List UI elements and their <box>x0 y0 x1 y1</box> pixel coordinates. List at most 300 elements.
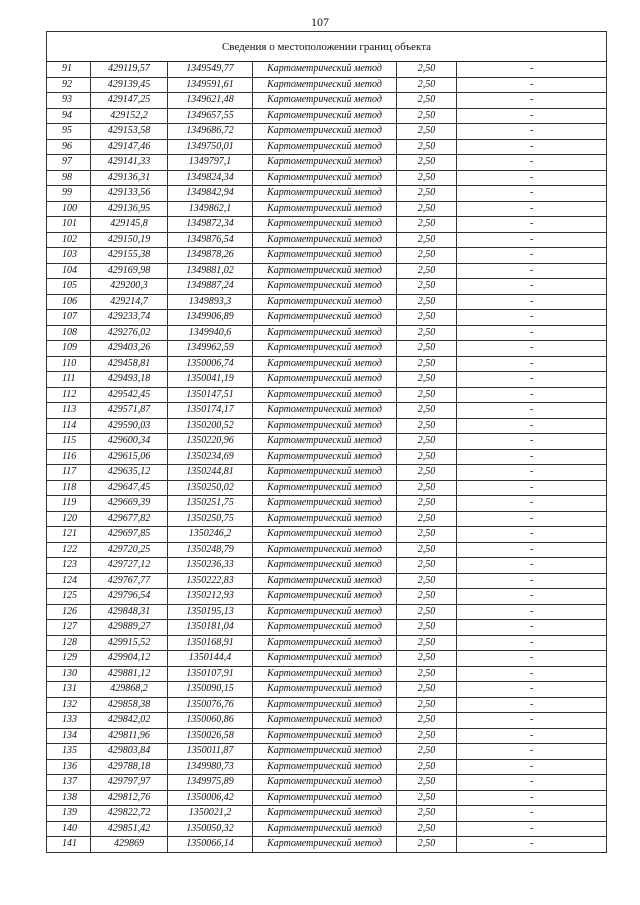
y-coordinate-cell: 1349893,3 <box>168 294 253 310</box>
x-coordinate-cell: 429150,19 <box>91 232 168 248</box>
point-number-cell: 98 <box>47 170 91 186</box>
point-number-cell: 107 <box>47 310 91 326</box>
table-body <box>47 62 607 853</box>
point-number-cell: 141 <box>47 837 91 853</box>
point-number-cell: 137 <box>47 775 91 791</box>
y-coordinate-cell: 1350244,81 <box>168 465 253 481</box>
method-cell: Картометрический метод <box>253 294 397 310</box>
point-number-cell: 113 <box>47 403 91 419</box>
method-cell: Картометрический метод <box>253 573 397 589</box>
description-cell: - <box>457 620 607 636</box>
accuracy-cell: 2,50 <box>397 573 457 589</box>
x-coordinate-cell: 429571,87 <box>91 403 168 419</box>
y-coordinate-cell: 1350026,58 <box>168 728 253 744</box>
x-coordinate-cell: 429767,77 <box>91 573 168 589</box>
table-row <box>47 201 607 217</box>
y-coordinate-cell: 1350107,91 <box>168 666 253 682</box>
table-row <box>47 248 607 264</box>
x-coordinate-cell: 429276,02 <box>91 325 168 341</box>
point-number-cell: 121 <box>47 527 91 543</box>
x-coordinate-cell: 429141,33 <box>91 155 168 171</box>
y-coordinate-cell: 1349980,73 <box>168 759 253 775</box>
accuracy-cell: 2,50 <box>397 294 457 310</box>
point-number-cell: 129 <box>47 651 91 667</box>
x-coordinate-cell: 429493,18 <box>91 372 168 388</box>
accuracy-cell: 2,50 <box>397 341 457 357</box>
x-coordinate-cell: 429889,27 <box>91 620 168 636</box>
accuracy-cell: 2,50 <box>397 790 457 806</box>
description-cell: - <box>457 77 607 93</box>
method-cell: Картометрический метод <box>253 821 397 837</box>
description-cell: - <box>457 790 607 806</box>
description-cell: - <box>457 279 607 295</box>
method-cell: Картометрический метод <box>253 480 397 496</box>
point-number-cell: 114 <box>47 418 91 434</box>
point-number-cell: 99 <box>47 186 91 202</box>
table-row <box>47 775 607 791</box>
table-row <box>47 232 607 248</box>
table-row <box>47 573 607 589</box>
x-coordinate-cell: 429904,12 <box>91 651 168 667</box>
x-coordinate-cell: 429458,81 <box>91 356 168 372</box>
accuracy-cell: 2,50 <box>397 759 457 775</box>
point-number-cell: 96 <box>47 139 91 155</box>
x-coordinate-cell: 429147,46 <box>91 139 168 155</box>
table-row <box>47 62 607 78</box>
y-coordinate-cell: 1350251,75 <box>168 496 253 512</box>
description-cell: - <box>457 666 607 682</box>
description-cell: - <box>457 93 607 109</box>
table-row <box>47 356 607 372</box>
accuracy-cell: 2,50 <box>397 511 457 527</box>
table-row <box>47 170 607 186</box>
table-row <box>47 759 607 775</box>
table-row <box>47 418 607 434</box>
x-coordinate-cell: 429697,85 <box>91 527 168 543</box>
y-coordinate-cell: 1350090,15 <box>168 682 253 698</box>
x-coordinate-cell: 429635,12 <box>91 465 168 481</box>
point-number-cell: 109 <box>47 341 91 357</box>
description-cell: - <box>457 697 607 713</box>
method-cell: Картометрический метод <box>253 511 397 527</box>
point-number-cell: 122 <box>47 542 91 558</box>
x-coordinate-cell: 429600,34 <box>91 434 168 450</box>
table-row <box>47 139 607 155</box>
table-row <box>47 279 607 295</box>
x-coordinate-cell: 429822,72 <box>91 806 168 822</box>
point-number-cell: 102 <box>47 232 91 248</box>
point-number-cell: 112 <box>47 387 91 403</box>
y-coordinate-cell: 1350050,32 <box>168 821 253 837</box>
method-cell: Картометрический метод <box>253 418 397 434</box>
point-number-cell: 123 <box>47 558 91 574</box>
table-row <box>47 620 607 636</box>
x-coordinate-cell: 429851,42 <box>91 821 168 837</box>
table-row <box>47 558 607 574</box>
y-coordinate-cell: 1350066,14 <box>168 837 253 853</box>
table-row <box>47 310 607 326</box>
y-coordinate-cell: 1349906,89 <box>168 310 253 326</box>
method-cell: Картометрический метод <box>253 77 397 93</box>
method-cell: Картометрический метод <box>253 372 397 388</box>
point-number-cell: 91 <box>47 62 91 78</box>
x-coordinate-cell: 429133,56 <box>91 186 168 202</box>
table-title: Сведения о местоположении границ объекта <box>47 32 607 62</box>
accuracy-cell: 2,50 <box>397 465 457 481</box>
accuracy-cell: 2,50 <box>397 651 457 667</box>
point-number-cell: 119 <box>47 496 91 512</box>
accuracy-cell: 2,50 <box>397 542 457 558</box>
method-cell: Картометрический метод <box>253 263 397 279</box>
accuracy-cell: 2,50 <box>397 744 457 760</box>
table-row <box>47 682 607 698</box>
method-cell: Картометрический метод <box>253 186 397 202</box>
description-cell: - <box>457 651 607 667</box>
method-cell: Картометрический метод <box>253 806 397 822</box>
table-row <box>47 294 607 310</box>
point-number-cell: 111 <box>47 372 91 388</box>
accuracy-cell: 2,50 <box>397 77 457 93</box>
point-number-cell: 94 <box>47 108 91 124</box>
table-row <box>47 108 607 124</box>
table-row <box>47 124 607 140</box>
description-cell: - <box>457 217 607 233</box>
point-number-cell: 124 <box>47 573 91 589</box>
y-coordinate-cell: 1350174,17 <box>168 403 253 419</box>
method-cell: Картометрический метод <box>253 635 397 651</box>
table-row <box>47 728 607 744</box>
x-coordinate-cell: 429796,54 <box>91 589 168 605</box>
method-cell: Картометрический метод <box>253 139 397 155</box>
accuracy-cell: 2,50 <box>397 62 457 78</box>
y-coordinate-cell: 1349657,55 <box>168 108 253 124</box>
accuracy-cell: 2,50 <box>397 480 457 496</box>
method-cell: Картометрический метод <box>253 496 397 512</box>
y-coordinate-cell: 1350006,74 <box>168 356 253 372</box>
method-cell: Картометрический метод <box>253 434 397 450</box>
method-cell: Картометрический метод <box>253 713 397 729</box>
y-coordinate-cell: 1350200,52 <box>168 418 253 434</box>
description-cell: - <box>457 434 607 450</box>
method-cell: Картометрический метод <box>253 170 397 186</box>
point-number-cell: 128 <box>47 635 91 651</box>
accuracy-cell: 2,50 <box>397 635 457 651</box>
method-cell: Картометрический метод <box>253 217 397 233</box>
point-number-cell: 116 <box>47 449 91 465</box>
point-number-cell: 133 <box>47 713 91 729</box>
table-row <box>47 186 607 202</box>
point-number-cell: 104 <box>47 263 91 279</box>
y-coordinate-cell: 1350147,51 <box>168 387 253 403</box>
x-coordinate-cell: 429677,82 <box>91 511 168 527</box>
description-cell: - <box>457 341 607 357</box>
description-cell: - <box>457 387 607 403</box>
description-cell: - <box>457 294 607 310</box>
y-coordinate-cell: 1350021,2 <box>168 806 253 822</box>
x-coordinate-cell: 429155,38 <box>91 248 168 264</box>
description-cell: - <box>457 775 607 791</box>
table-row <box>47 666 607 682</box>
point-number-cell: 120 <box>47 511 91 527</box>
y-coordinate-cell: 1350222,83 <box>168 573 253 589</box>
table-row <box>47 263 607 279</box>
method-cell: Картометрический метод <box>253 558 397 574</box>
accuracy-cell: 2,50 <box>397 263 457 279</box>
accuracy-cell: 2,50 <box>397 620 457 636</box>
method-cell: Картометрический метод <box>253 310 397 326</box>
table-row <box>47 790 607 806</box>
accuracy-cell: 2,50 <box>397 775 457 791</box>
x-coordinate-cell: 429647,45 <box>91 480 168 496</box>
accuracy-cell: 2,50 <box>397 713 457 729</box>
x-coordinate-cell: 429812,76 <box>91 790 168 806</box>
x-coordinate-cell: 429868,2 <box>91 682 168 698</box>
x-coordinate-cell: 429848,31 <box>91 604 168 620</box>
table-row <box>47 155 607 171</box>
description-cell: - <box>457 108 607 124</box>
x-coordinate-cell: 429858,38 <box>91 697 168 713</box>
description-cell: - <box>457 418 607 434</box>
method-cell: Картометрический метод <box>253 697 397 713</box>
y-coordinate-cell: 1349940,6 <box>168 325 253 341</box>
point-number-cell: 138 <box>47 790 91 806</box>
method-cell: Картометрический метод <box>253 248 397 264</box>
method-cell: Картометрический метод <box>253 775 397 791</box>
method-cell: Картометрический метод <box>253 465 397 481</box>
accuracy-cell: 2,50 <box>397 527 457 543</box>
y-coordinate-cell: 1349686,72 <box>168 124 253 140</box>
table-row <box>47 372 607 388</box>
point-number-cell: 126 <box>47 604 91 620</box>
point-number-cell: 134 <box>47 728 91 744</box>
description-cell: - <box>457 806 607 822</box>
table-row <box>47 449 607 465</box>
accuracy-cell: 2,50 <box>397 806 457 822</box>
x-coordinate-cell: 429136,95 <box>91 201 168 217</box>
accuracy-cell: 2,50 <box>397 837 457 853</box>
table-row <box>47 403 607 419</box>
method-cell: Картометрический метод <box>253 279 397 295</box>
method-cell: Картометрический метод <box>253 62 397 78</box>
description-cell: - <box>457 527 607 543</box>
y-coordinate-cell: 1350144,4 <box>168 651 253 667</box>
boundary-coordinates-table <box>46 31 607 853</box>
method-cell: Картометрический метод <box>253 387 397 403</box>
method-cell: Картометрический метод <box>253 341 397 357</box>
description-cell: - <box>457 449 607 465</box>
accuracy-cell: 2,50 <box>397 108 457 124</box>
description-cell: - <box>457 139 607 155</box>
x-coordinate-cell: 429881,12 <box>91 666 168 682</box>
table-row <box>47 527 607 543</box>
accuracy-cell: 2,50 <box>397 418 457 434</box>
table-row <box>47 697 607 713</box>
x-coordinate-cell: 429842,02 <box>91 713 168 729</box>
x-coordinate-cell: 429669,39 <box>91 496 168 512</box>
table-row <box>47 821 607 837</box>
page-number: 107 <box>311 15 329 29</box>
x-coordinate-cell: 429200,3 <box>91 279 168 295</box>
accuracy-cell: 2,50 <box>397 589 457 605</box>
x-coordinate-cell: 429797,97 <box>91 775 168 791</box>
x-coordinate-cell: 429590,03 <box>91 418 168 434</box>
method-cell: Картометрический метод <box>253 790 397 806</box>
y-coordinate-cell: 1350212,93 <box>168 589 253 605</box>
description-cell: - <box>457 573 607 589</box>
table-row <box>47 806 607 822</box>
method-cell: Картометрический метод <box>253 449 397 465</box>
method-cell: Картометрический метод <box>253 728 397 744</box>
point-number-cell: 127 <box>47 620 91 636</box>
point-number-cell: 108 <box>47 325 91 341</box>
point-number-cell: 131 <box>47 682 91 698</box>
description-cell: - <box>457 713 607 729</box>
table-row <box>47 93 607 109</box>
x-coordinate-cell: 429147,25 <box>91 93 168 109</box>
description-cell: - <box>457 465 607 481</box>
table-row <box>47 635 607 651</box>
x-coordinate-cell: 429169,98 <box>91 263 168 279</box>
point-number-cell: 115 <box>47 434 91 450</box>
table-row <box>47 511 607 527</box>
y-coordinate-cell: 1349881,02 <box>168 263 253 279</box>
point-number-cell: 139 <box>47 806 91 822</box>
method-cell: Картометрический метод <box>253 232 397 248</box>
x-coordinate-cell: 429811,96 <box>91 728 168 744</box>
accuracy-cell: 2,50 <box>397 682 457 698</box>
x-coordinate-cell: 429153,58 <box>91 124 168 140</box>
accuracy-cell: 2,50 <box>397 728 457 744</box>
method-cell: Картометрический метод <box>253 403 397 419</box>
table-row <box>47 217 607 233</box>
method-cell: Картометрический метод <box>253 124 397 140</box>
x-coordinate-cell: 429214,7 <box>91 294 168 310</box>
x-coordinate-cell: 429720,25 <box>91 542 168 558</box>
point-number-cell: 100 <box>47 201 91 217</box>
x-coordinate-cell: 429119,57 <box>91 62 168 78</box>
point-number-cell: 95 <box>47 124 91 140</box>
point-number-cell: 132 <box>47 697 91 713</box>
table-row <box>47 713 607 729</box>
x-coordinate-cell: 429136,31 <box>91 170 168 186</box>
method-cell: Картометрический метод <box>253 759 397 775</box>
y-coordinate-cell: 1350248,79 <box>168 542 253 558</box>
description-cell: - <box>457 170 607 186</box>
point-number-cell: 93 <box>47 93 91 109</box>
method-cell: Картометрический метод <box>253 666 397 682</box>
accuracy-cell: 2,50 <box>397 170 457 186</box>
method-cell: Картометрический метод <box>253 604 397 620</box>
description-cell: - <box>457 403 607 419</box>
x-coordinate-cell: 429152,2 <box>91 108 168 124</box>
y-coordinate-cell: 1349824,34 <box>168 170 253 186</box>
point-number-cell: 110 <box>47 356 91 372</box>
table-row <box>47 542 607 558</box>
method-cell: Картометрический метод <box>253 356 397 372</box>
accuracy-cell: 2,50 <box>397 558 457 574</box>
table-row <box>47 744 607 760</box>
accuracy-cell: 2,50 <box>397 248 457 264</box>
point-number-cell: 118 <box>47 480 91 496</box>
table-row <box>47 341 607 357</box>
accuracy-cell: 2,50 <box>397 666 457 682</box>
method-cell: Картометрический метод <box>253 542 397 558</box>
y-coordinate-cell: 1350195,13 <box>168 604 253 620</box>
x-coordinate-cell: 429803,84 <box>91 744 168 760</box>
y-coordinate-cell: 1349842,94 <box>168 186 253 202</box>
y-coordinate-cell: 1350181,04 <box>168 620 253 636</box>
method-cell: Картометрический метод <box>253 93 397 109</box>
description-cell: - <box>457 511 607 527</box>
description-cell: - <box>457 124 607 140</box>
y-coordinate-cell: 1349872,34 <box>168 217 253 233</box>
point-number-cell: 92 <box>47 77 91 93</box>
method-cell: Картометрический метод <box>253 325 397 341</box>
y-coordinate-cell: 1350250,75 <box>168 511 253 527</box>
description-cell: - <box>457 496 607 512</box>
description-cell: - <box>457 635 607 651</box>
method-cell: Картометрический метод <box>253 837 397 853</box>
method-cell: Картометрический метод <box>253 682 397 698</box>
description-cell: - <box>457 589 607 605</box>
point-number-cell: 105 <box>47 279 91 295</box>
description-cell: - <box>457 310 607 326</box>
y-coordinate-cell: 1350236,33 <box>168 558 253 574</box>
table-row <box>47 325 607 341</box>
description-cell: - <box>457 325 607 341</box>
accuracy-cell: 2,50 <box>397 232 457 248</box>
x-coordinate-cell: 429915,52 <box>91 635 168 651</box>
y-coordinate-cell: 1350168,91 <box>168 635 253 651</box>
point-number-cell: 135 <box>47 744 91 760</box>
table-row <box>47 387 607 403</box>
x-coordinate-cell: 429403,26 <box>91 341 168 357</box>
point-number-cell: 101 <box>47 217 91 233</box>
y-coordinate-cell: 1349621,48 <box>168 93 253 109</box>
description-cell: - <box>457 542 607 558</box>
description-cell: - <box>457 186 607 202</box>
accuracy-cell: 2,50 <box>397 372 457 388</box>
point-number-cell: 136 <box>47 759 91 775</box>
description-cell: - <box>457 248 607 264</box>
y-coordinate-cell: 1350220,96 <box>168 434 253 450</box>
y-coordinate-cell: 1350234,69 <box>168 449 253 465</box>
accuracy-cell: 2,50 <box>397 356 457 372</box>
y-coordinate-cell: 1349549,77 <box>168 62 253 78</box>
accuracy-cell: 2,50 <box>397 325 457 341</box>
method-cell: Картометрический метод <box>253 108 397 124</box>
y-coordinate-cell: 1350006,42 <box>168 790 253 806</box>
method-cell: Картометрический метод <box>253 201 397 217</box>
description-cell: - <box>457 62 607 78</box>
point-number-cell: 106 <box>47 294 91 310</box>
y-coordinate-cell: 1350250,02 <box>168 480 253 496</box>
description-cell: - <box>457 356 607 372</box>
method-cell: Картометрический метод <box>253 744 397 760</box>
accuracy-cell: 2,50 <box>397 93 457 109</box>
y-coordinate-cell: 1350246,2 <box>168 527 253 543</box>
x-coordinate-cell: 429233,74 <box>91 310 168 326</box>
method-cell: Картометрический метод <box>253 651 397 667</box>
description-cell: - <box>457 682 607 698</box>
description-cell: - <box>457 728 607 744</box>
point-number-cell: 97 <box>47 155 91 171</box>
description-cell: - <box>457 372 607 388</box>
accuracy-cell: 2,50 <box>397 279 457 295</box>
x-coordinate-cell: 429615,06 <box>91 449 168 465</box>
table-row <box>47 589 607 605</box>
table-row <box>47 604 607 620</box>
